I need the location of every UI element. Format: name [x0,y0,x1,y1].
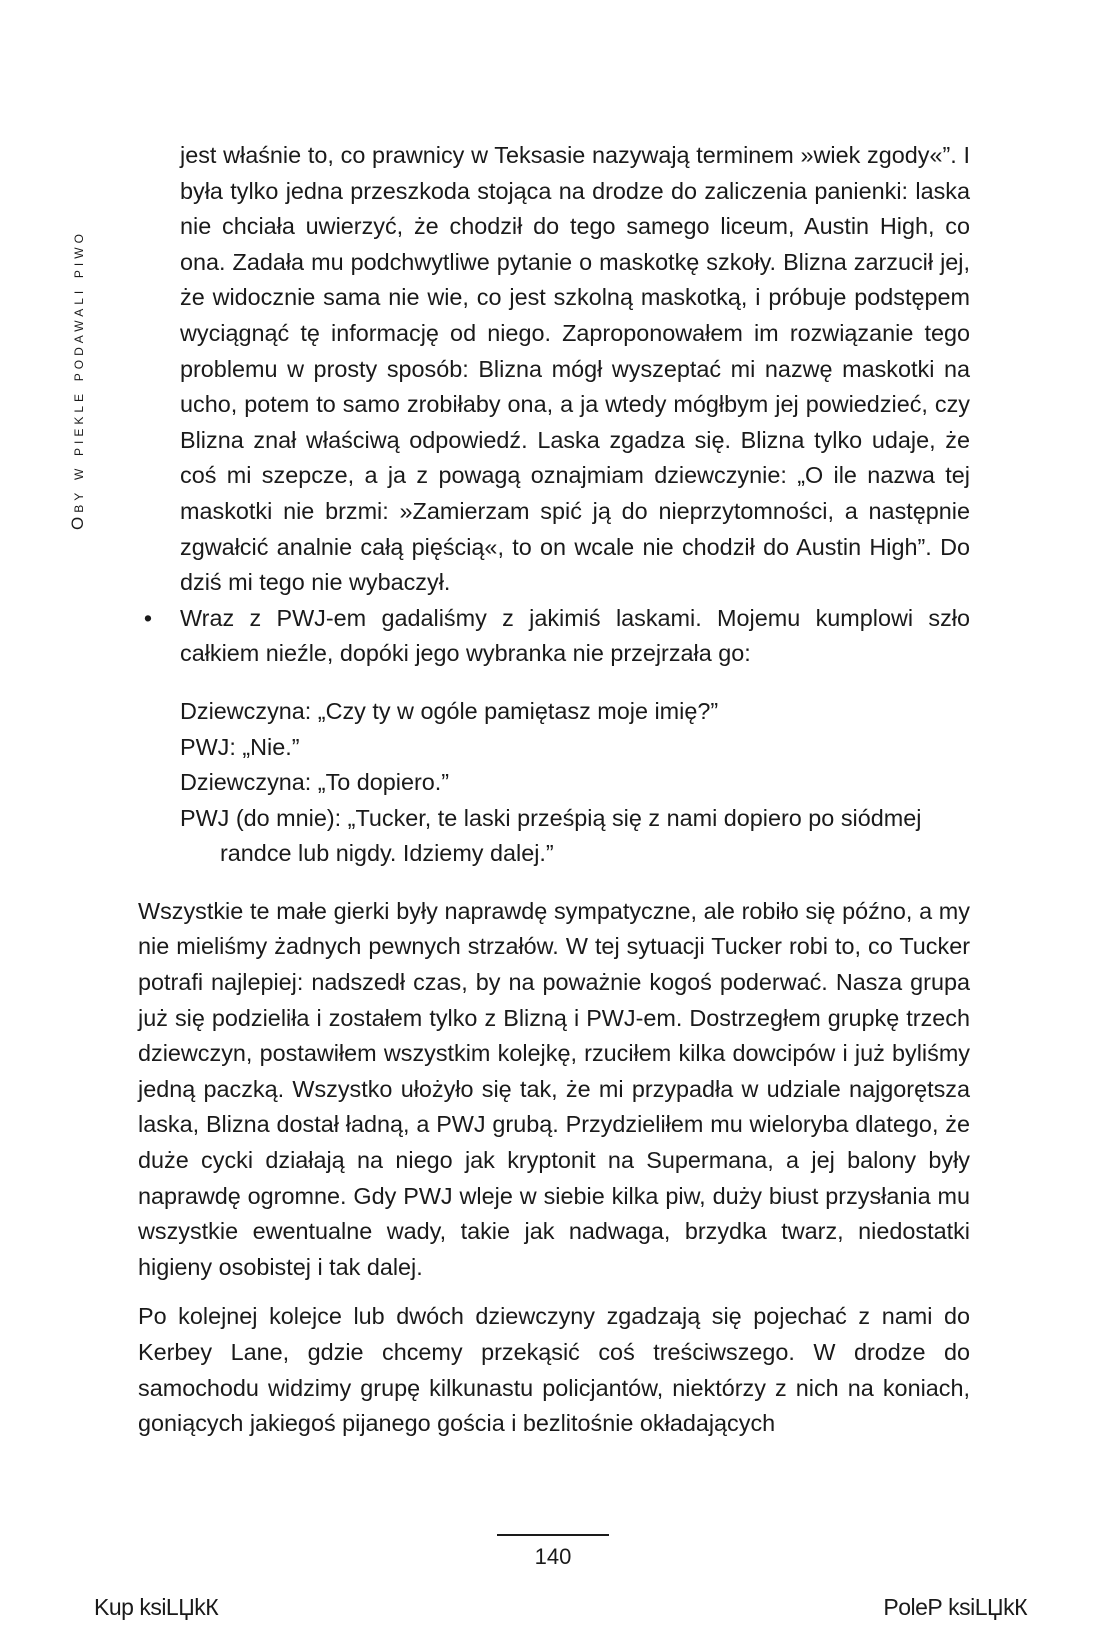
continuation-block [180,138,970,601]
continuation-paragraph: jest właśnie to, co prawnicy w Teksasie nazywają terminem »wiek zgody«”. I była tylko jedna przeszkoda stojąca na drodze do zaliczenia panienki: laska nie chciała uwierzyć, że chodził do tego samego liceum, Austin High, co ona. Zadała mu podchwytliwe pytanie o maskotkę szkoły. Blizna zarzucił jej, że widocznie sama nie wie, co jest szkolną maskotką, i próbuje podstępem wyciągnąć tę informację od niego. Zaproponowałem im rozwiązanie tego problemu w prosty sposób: Blizna mógł wyszeptać mi nazwę maskotki na ucho, potem to samo zrobiłaby ona, a ja wtedy mógłbym jej powiedzieć, czy Blizna znał właściwą odpowiedź. Laska zgadza się. Blizna tylko udaje, że coś mi szepcze, a ja z powagą oznajmiam dziewczynie: „O ile nazwa tej maskotki nie brzmi: »Zamierzam spić ją do nieprzytomności, a następnie zgwałcić analnie całą pięścią«, to on wcale nie chodził do Austin High”. Do dziś mi tego nie wybaczył. [180,142,970,596]
dialogue-line: Dziewczyna: „To dopiero.” [180,769,450,796]
running-head [68,110,88,530]
dialogue-line: PWJ (do mnie): „Tucker, te laski prześpią się z nami dopiero po siódmej randce lub nigdy. Idziemy dalej.” [180,804,922,867]
page-body [138,138,970,1456]
dialogue-block [180,694,970,872]
footer-rule [497,1534,609,1536]
body-paragraph: Wszystkie te małe gierki były naprawdę sympatyczne, ale robiło się późno, a my nie mieliśmy żadnych pewnych strzałów. W tej sytuacji Tucker robi to, co Tucker potrafi najlepiej: nadszedł czas, by na poważnie kogoś poderwać. Nasza grupa już się podzieliła i zostałem tylko z Blizną i PWJ-em. Dostrzegłem grupkę trzech dziewczyn, postawiłem wszystkim kolejkę, rzuciłem kilka dowcipów i już byliśmy jedną paczką. Wszystko ułożyło się tak, że mi przypadła w udziale najgorętsza laska, Blizna dostał ładną, a PWJ grubą. Przydzieliłem mu wieloryba dlatego, że duże cycki działają na niego jak kryptonit na Supermana, a jej balony były naprawdę ogromne. Gdy PWJ wleje w siebie kilka piw, duży biust przysłania mu wszystkie ewentualne wady, takie jak nadwaga, brzydka twarz, niedostatki higieny osobistej i tak dalej. [138,897,970,1280]
footer-recommend-book-link[interactable]: PoleР ksiLЏkК [883,1594,1027,1620]
body-paragraph: Po kolejnej kolejce lub dwóch dziewczyny zgadzają się pojechać z nami do Kerbey Lane, gdzie chcemy przekąsić coś treściwszego. W drodze do samochodu widzimy grupę kilkunastu policjantów, niektórzy z nich na koniach, goniących jakiegoś pijanego gościa i bezlitośnie okładających [138,1303,970,1437]
bullet-icon: • [143,604,153,631]
footer-buy-book-link[interactable]: Kup ksiLЏkК [94,1594,219,1620]
bullet-text: Wraz z PWJ-em gadaliśmy z jakimiś laskami. Mojemu kumplowi szło całkiem nieźle, dopóki jego wybranka nie przejrzała go: [180,604,970,667]
bullet-list-item [143,601,970,672]
page-number: 140 [534,1544,572,1569]
dialogue-line: PWJ: „Nie.” [180,733,300,760]
running-head-text: Oby w piekle podawali piwo [68,230,87,530]
dialogue-line: Dziewczyna: „Czy ty w ogóle pamiętasz moje imię?” [180,697,719,724]
